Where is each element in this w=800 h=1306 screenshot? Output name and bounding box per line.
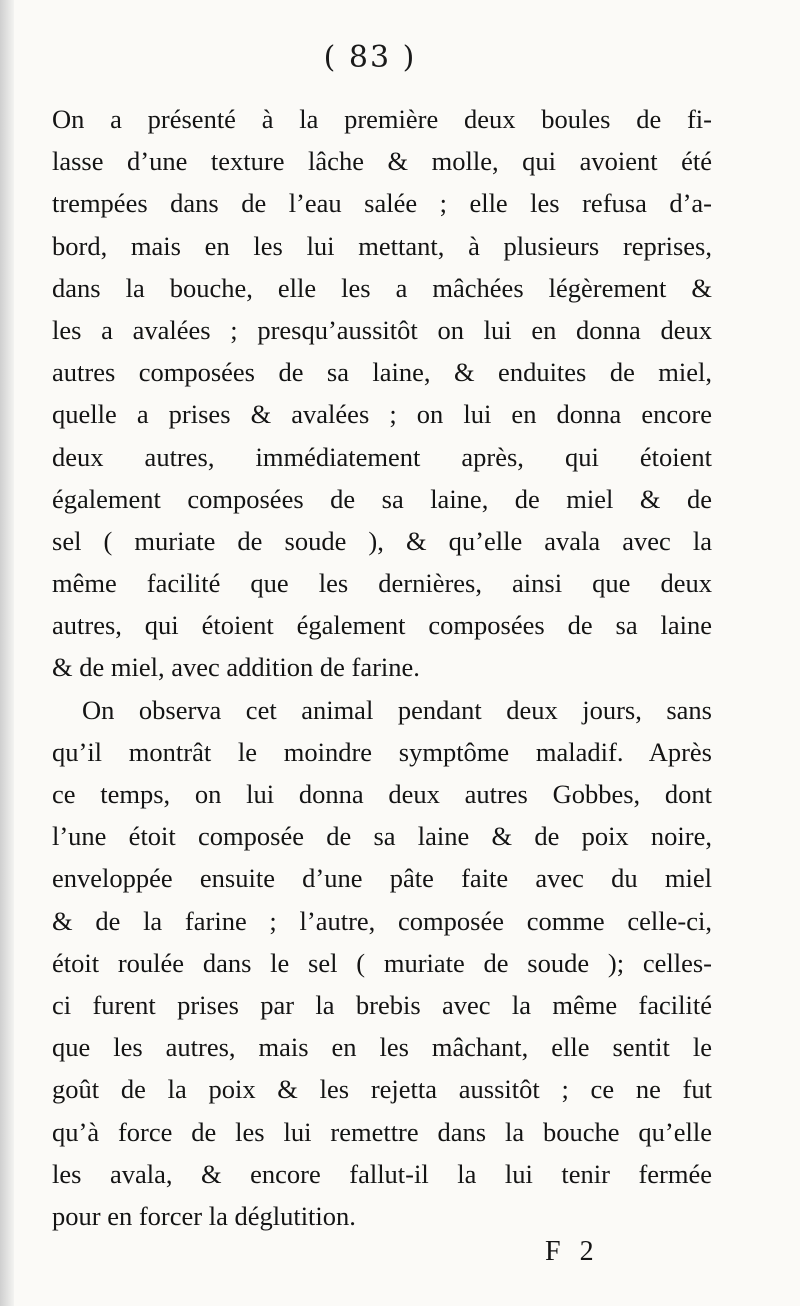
text-line: quelle a prises & avalées ; on lui en donna encore bbox=[52, 399, 712, 430]
text-line: ci furent prises par la brebis avec la même facilité bbox=[52, 989, 712, 1020]
page-binding-edge bbox=[0, 0, 14, 1306]
text-line: deux autres, immédiatement après, qui étoient bbox=[52, 441, 712, 472]
text-line: autres, qui étoient également composées de sa laine bbox=[52, 610, 712, 641]
text-line: l’une étoit composée de sa laine & de poix noire, bbox=[52, 821, 712, 852]
text-line: autres composées de sa laine, & enduites de miel, bbox=[52, 357, 712, 388]
text-line: qu’à force de les lui remettre dans la bouche qu’elle bbox=[52, 1116, 712, 1147]
text-line: même facilité que les dernières, ainsi que deux bbox=[52, 568, 712, 599]
text-line: étoit roulée dans le sel ( muriate de soude ); celles- bbox=[52, 947, 712, 978]
text-line: dans la bouche, elle les a mâchées légèrement & bbox=[52, 272, 712, 303]
text-line: pour en forcer la déglutition. bbox=[52, 1200, 356, 1231]
paragraph-2 bbox=[52, 689, 712, 1237]
text-line: que les autres, mais en les mâchant, elle sentit le bbox=[52, 1032, 712, 1063]
text-line: qu’il montrât le moindre symptôme maladif. Après bbox=[52, 736, 712, 767]
page-number: ( 83 ) bbox=[323, 40, 417, 75]
text-line: les a avalées ; presqu’aussitôt on lui en donna deux bbox=[52, 314, 712, 345]
text-line: enveloppée ensuite d’une pâte faite avec du miel bbox=[52, 863, 712, 894]
text-line: lasse d’une texture lâche & molle, qui avoient été bbox=[52, 146, 712, 177]
text-line: & de la farine ; l’autre, composée comme celle-ci, bbox=[52, 905, 712, 936]
text-line: trempées dans de l’eau salée ; elle les refusa d’a- bbox=[52, 188, 712, 219]
body-text bbox=[52, 98, 712, 1237]
text-line: ce temps, on lui donna deux autres Gobbes, dont bbox=[52, 779, 712, 809]
text-line: les avala, & encore fallut-il la lui tenir fermée bbox=[52, 1158, 712, 1189]
text-line: bord, mais en les lui mettant, à plusieurs reprises, bbox=[52, 230, 712, 261]
text-line: également composées de sa laine, de miel & de bbox=[52, 483, 712, 514]
signature-mark: F 2 bbox=[545, 1236, 600, 1267]
paragraph-1 bbox=[52, 98, 712, 689]
text-line: On observa cet animal pendant deux jours, sans bbox=[82, 694, 712, 725]
text-line: On a présenté à la première deux boules de fi- bbox=[52, 104, 712, 134]
text-line: & de miel, avec addition de farine. bbox=[52, 652, 420, 683]
text-line: goût de la poix & les rejetta aussitôt ; ce ne fut bbox=[52, 1074, 712, 1105]
text-line: sel ( muriate de soude ), & qu’elle avala avec la bbox=[52, 525, 712, 556]
